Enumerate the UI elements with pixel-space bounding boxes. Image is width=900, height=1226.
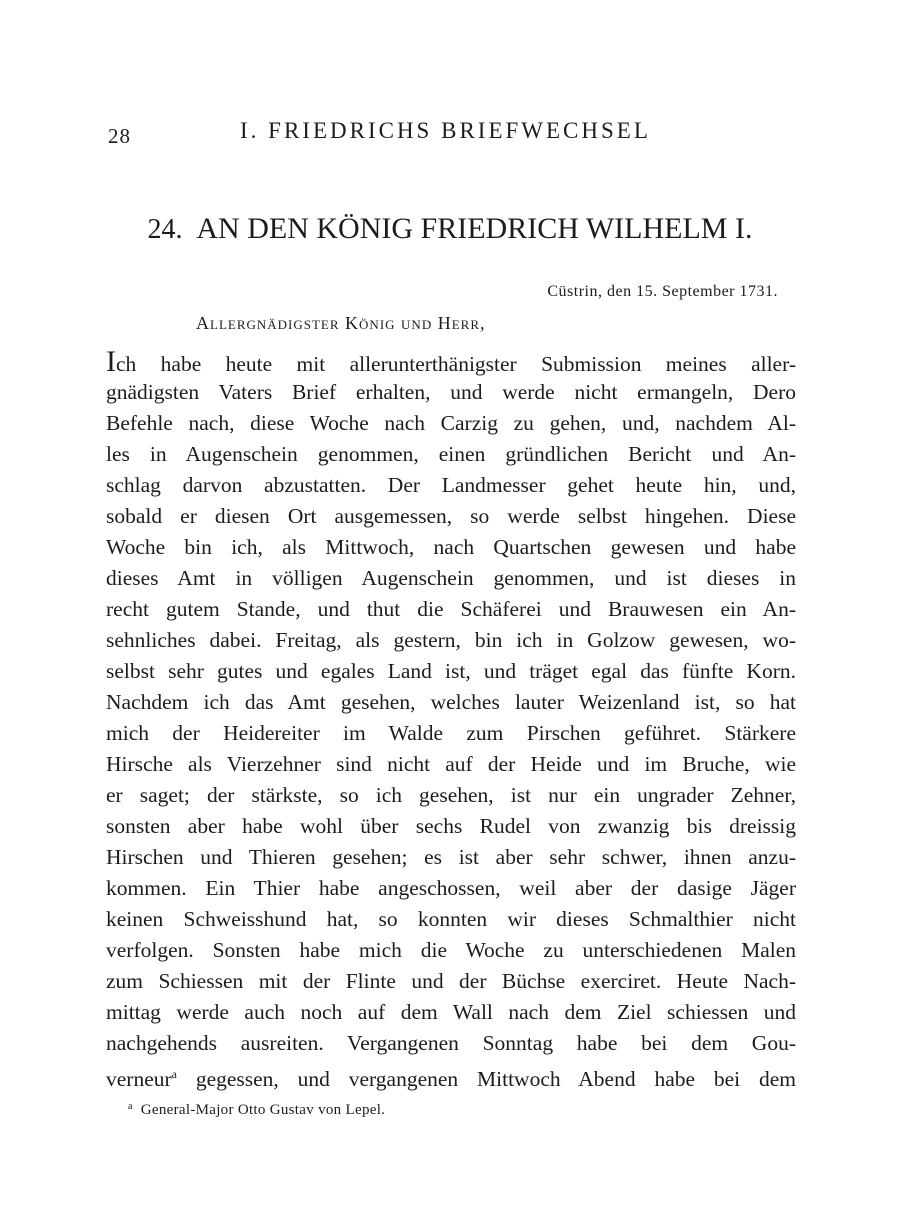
footnote-text: General-Major Otto Gustav von Lepel. (140, 1102, 386, 1118)
body-line: nachgehends ausreiten. Vergangenen Sonntag habe bei dem Gou- (106, 1031, 796, 1055)
dateline: Cüstrin, den 15. September 1731. (547, 283, 778, 300)
body-line: Hirsche als Vierzehner sind nicht auf der Heide und im Bruche, wie (106, 752, 796, 776)
running-head-title: I. FRIEDRICHS BRIEFWECHSEL (240, 118, 651, 143)
body-line: keinen Schweisshund hat, so konnten wir dieses Schmalthier nicht (106, 907, 796, 931)
letter-body (106, 346, 796, 1090)
body-line: sehnliches dabei. Freitag, als gestern, bin ich in Golzow gewesen, wo- (106, 628, 796, 652)
body-line: Hirschen und Thieren gesehen; es ist aber sehr schwer, ihnen anzu- (106, 845, 796, 869)
letter-number: 24. (147, 214, 183, 245)
salutation: Allergnädigster König und Herr, (196, 313, 486, 333)
body-line: schlag darvon abzustatten. Der Landmesser gehet heute hin, und, (106, 473, 796, 497)
body-line: er saget; der stärkste, so ich gesehen, ist nur ein ungrader Zehner, (106, 783, 796, 807)
letter-heading (0, 212, 900, 246)
body-line: recht gutem Stande, und thut die Schäferei und Brauwesen ein An- (106, 597, 796, 621)
footnote-reference: a (171, 1067, 177, 1081)
footnote-marker: a (128, 1101, 133, 1112)
footnote (128, 1101, 385, 1119)
drop-cap: I (106, 345, 116, 378)
body-line-text: gegessen, und vergangenen Mittwoch Abend habe bei dem (176, 1067, 796, 1092)
body-line: selbst sehr gutes und egales Land ist, und träget egal das fünfte Korn. (106, 659, 796, 683)
body-line: mittag werde auch noch auf dem Wall nach dem Ziel schiessen und (106, 1000, 796, 1024)
body-line: Nachdem ich das Amt gesehen, welches lauter Weizenland ist, so hat (106, 690, 796, 714)
body-line: verfolgen. Sonsten habe mich die Woche zu unterschiedenen Malen (106, 938, 796, 962)
running-head (108, 118, 798, 154)
body-line: Befehle nach, diese Woche nach Carzig zu gehen, und, nachdem Al- (106, 411, 796, 435)
body-line: sobald er diesen Ort ausgemessen, so werde selbst hingehen. Diese (106, 504, 796, 528)
body-line-text: ch habe heute mit allerunterthänigster Submission meines aller- (116, 352, 796, 376)
body-line: les in Augenschein genommen, einen gründlichen Bericht und An- (106, 442, 796, 466)
body-line: dieses Amt in völligen Augenschein genommen, und ist dieses in (106, 566, 796, 590)
page-number: 28 (108, 124, 131, 148)
body-line: Woche bin ich, als Mittwoch, nach Quartschen gewesen und habe (106, 535, 796, 559)
body-line (106, 346, 796, 377)
body-line: kommen. Ein Thier habe angeschossen, weil aber der dasige Jäger (106, 876, 796, 900)
body-line: sonsten aber habe wohl über sechs Rudel von zwanzig bis dreissig (106, 814, 796, 838)
letter-title: AN DEN KÖNIG FRIEDRICH WILHELM I. (196, 212, 753, 245)
body-line: gnädigsten Vaters Brief erhalten, und werde nicht ermangeln, Dero (106, 380, 796, 404)
body-line: zum Schiessen mit der Flinte und der Büchse exerciret. Heute Nach- (106, 969, 796, 993)
body-line-text: verneur (106, 1067, 172, 1092)
body-line-last (106, 1059, 796, 1090)
body-line: mich der Heidereiter im Walde zum Pirschen geführet. Stärkere (106, 721, 796, 745)
